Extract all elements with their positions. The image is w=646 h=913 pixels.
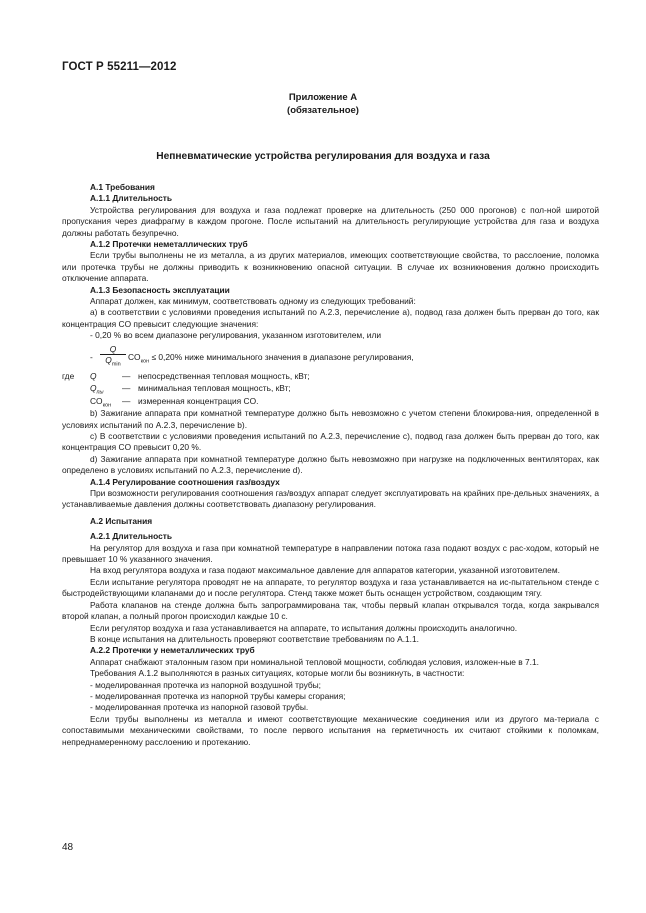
section-heading-a1: А.1 Требования (90, 182, 155, 192)
formula-tail: $CO_{кон} \le 0,20\%$ ниже минимального значения в диапазоне регулирования, (128, 351, 414, 365)
list-item: - моделированная протечка из напорной газовой трубы. (90, 702, 309, 713)
section-heading-a12: А.1.2 Протечки неметаллических труб (90, 239, 248, 250)
formula (62, 344, 599, 370)
list-item: - 0,20 % во всем диапазоне регулирования, указанном изготовителем, или (90, 330, 382, 341)
where-definition: непосредственная тепловая мощность, кВт; (138, 370, 310, 381)
paragraph: Если трубы выполнены не из металла, а из других материалов, имеющих соответствующие свойства, то расслоение, поломка или протечка трубы не должны приводить к возникновению опасной ситуации. В случае их возникновения должно происходить отключение аппарата. (62, 250, 599, 284)
document-body (62, 182, 599, 748)
where-lead: где (62, 370, 75, 381)
where-symbol: Q (90, 370, 97, 381)
paragraph: d) Зажигание аппарата при комнатной температуре должно быть невозможно при нагрузке на подключенных вентиляторах, как определено в условиях испытаний по А.2.3, перечисление d). (62, 453, 599, 476)
where-dash: — (122, 395, 131, 406)
paragraph: В конце испытания на длительность проверяют соответствие требованиям по А.1.1. (90, 633, 419, 644)
where-row (62, 371, 599, 384)
paragraph: Требования А.1.2 выполняются в разных ситуациях, которые могли бы возникнуть, в частности: (90, 668, 465, 679)
paragraph: Работа клапанов на стенде должна быть запрограммирована так, чтобы первый клапан открывался тогда, когда закрывался второй клапан, а полный прогон происходил каждые 10 с. (62, 599, 599, 622)
paragraph: c) В соответствии с условиями проведения испытаний по А.2.3, перечисление с), подвод газа должен быть прерван до того, как концентрация CO превысит 0,20 %. (62, 431, 599, 453)
where-dash: — (122, 370, 131, 381)
paragraph: а) в соответствии с условиями проведения испытаний по А.2.3, перечисление а), подвод газа должен быть прерван до того, как концентрация CO превысит следующие значения: (62, 307, 599, 329)
section-heading-a21: А.2.1 Длительность (90, 531, 172, 542)
paragraph: b) Зажигание аппарата при комнатной температуре должно быть невозможно с учетом степени блокирова-ния, определенной в условиях испытаний по А.2.3, перечисление b). (62, 408, 599, 430)
paragraph: Аппарат снабжают эталонным газом при номинальной тепловой мощности, соблюдая условия, изложен-ные в 7.1. (90, 656, 539, 667)
paragraph: Устройства регулирования для воздуха и газа подлежат проверке на длительность (250 000 прогонов) с пол-ной широтой пропускания через диафрагму в каждом прогоне. После испытаний на длительность регулирующие устройства для газа и воздуха должны работать безупречно. (62, 204, 599, 238)
where-symbol: $Q_{пы}$ (90, 383, 104, 396)
formula-dash: - (90, 351, 93, 362)
paragraph: При возможности регулирования соотношения газ/воздух аппарат следует эксплуатировать на крайних пре-дельных значениях, а устанавливаемые давления должны соответствовать диапазону регулирования. (62, 488, 599, 510)
paragraph: Если испытание регулятора проводят не на аппарате, то регулятор воздуха и газа устанавливается на ис-пытательном стенде с быстродействующими клапанами до и после регулятора. Стенд также может быть оснащен устройством, создающим тягу. (62, 576, 599, 599)
formula-fraction (100, 344, 126, 366)
standard-number: ГОСТ Р 55211—2012 (62, 61, 177, 73)
section-heading-a11: А.1.1 Длительность (90, 193, 172, 204)
denominator-subscript: min (111, 361, 121, 368)
where-row (62, 396, 599, 409)
where-definition: минимальная тепловая мощность, кВт; (138, 383, 291, 394)
paragraph: Если регулятор воздуха и газа устанавливается на аппарате, то испытания должны происходить аналогично. (90, 622, 518, 633)
paragraph: Если трубы выполнены из металла и имеют соответствующие механические соединения или из другого ма-териала с сопоставимыми механическими свойствами, то после первого испытания на герметичность их считают стойкими к поломкам, непреднамеренному расслоению и протеканию. (62, 713, 599, 747)
annex-heading: Непневматические устройства регулирования для воздуха и газа (156, 151, 490, 162)
where-dash: — (122, 383, 131, 394)
paragraph: Аппарат должен, как минимум, соответствовать одному из следующих требований: (90, 296, 416, 307)
where-row (62, 383, 599, 396)
paragraph: На регулятор для воздуха и газа при комнатной температуре в направлении потока газа подают воздух с рас-ходом, который не превышает 10 % указанного значения. (62, 542, 599, 565)
section-heading-a22: А.2.2 Протечки у неметаллических труб (90, 645, 255, 656)
formula-numerator: Q (109, 343, 117, 354)
where-definition: измеренная концентрация CO. (138, 395, 259, 406)
list-item: - моделированная протечка из напорной воздушной трубы; (90, 679, 322, 690)
list-item: - моделированная протечка из напорной трубы камеры сгорания; (90, 690, 346, 701)
section-heading-a2: А.2 Испытания (90, 515, 153, 526)
co-subscript: кон (140, 358, 150, 365)
section-heading-a13: А.1.3 Безопасность эксплуатации (90, 284, 230, 295)
formula-denominator: $Q_{min}$ (105, 354, 121, 368)
annex-status: (обязательное) (287, 105, 359, 116)
where-symbol: $CO_{кон}$ (90, 395, 112, 409)
paragraph: На вход регулятора воздуха и газа подают максимальное давление для аппаратов категории, указанной изготовителем. (90, 565, 560, 576)
annex-title: Приложение А (288, 92, 358, 103)
page-number: 48 (62, 842, 74, 853)
section-heading-a14: А.1.4 Регулирование соотношения газ/воздух (90, 476, 280, 487)
